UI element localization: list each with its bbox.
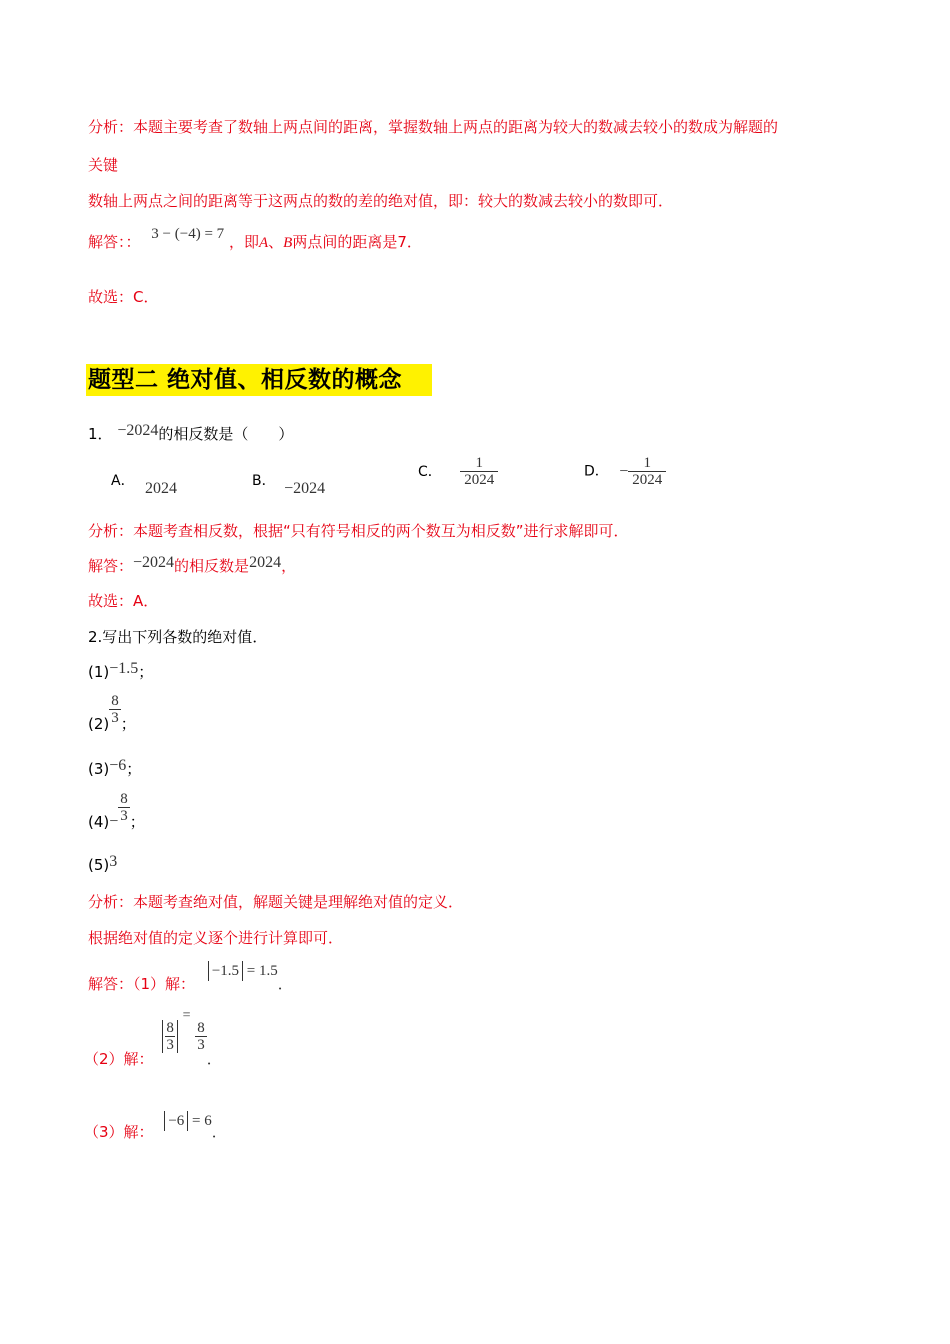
answer-text-1: ，即	[228, 233, 259, 251]
choice-line: 故选：C．	[88, 288, 159, 306]
option-c-fraction	[460, 455, 498, 488]
option-a-label: A．	[111, 473, 135, 489]
q2-item-1-end: ；	[138, 663, 154, 681]
q1-answer-m2: 2024	[249, 554, 282, 571]
sol2-dot: ．	[206, 1050, 222, 1068]
sol1-rhs: = 1.5	[246, 963, 278, 979]
sol2-rhs-numerator: 8	[197, 1020, 205, 1036]
option-d[interactable]	[584, 455, 666, 488]
sol2-abs	[162, 1020, 178, 1053]
section-title: 题型二 绝对值、相反数的概念	[88, 367, 403, 393]
q2-item-2-fraction	[109, 693, 121, 726]
option-d-denominator: 2024	[628, 471, 666, 488]
var-a: A	[258, 235, 269, 251]
answer-end: ．	[406, 233, 422, 251]
q2-item-5	[88, 855, 117, 876]
option-c-denominator: 2024	[460, 471, 498, 488]
q1-text: 的相反数是（ ）	[158, 425, 294, 443]
q2-item-4	[88, 793, 145, 839]
analysis-line-2: 数轴上两点之间的距离等于这两点的数的差的绝对值，即：较大的数减去较小的数即可．	[88, 192, 674, 210]
sol2-lhs-denominator: 3	[166, 1037, 174, 1053]
q2-item-4-fraction	[118, 791, 130, 824]
option-b-label: B．	[252, 473, 276, 489]
q1-analysis: 分析：本题考查相反数，根据“只有符号相反的两个数互为相反数”进行求解即可．	[88, 522, 629, 540]
option-a-value: 2024	[145, 480, 178, 497]
analysis-line-1b: 关键	[88, 156, 119, 174]
answer-line	[88, 226, 422, 253]
sol2-label: （2）解：	[84, 1050, 154, 1068]
answer-value: 7	[397, 233, 407, 251]
q2-item-1-label: (1)	[88, 663, 110, 681]
q2-item-2-denominator: 3	[111, 710, 119, 726]
sep: 、	[268, 233, 284, 251]
option-d-numerator: 1	[643, 455, 652, 471]
option-b-value: −2024	[284, 480, 326, 497]
sol3-rhs: = 6	[192, 1113, 212, 1129]
sol3-abs: −6	[164, 1111, 188, 1131]
sol3-math	[164, 1113, 211, 1129]
q2-item-5-value: 3	[109, 853, 118, 870]
q2-analysis-2: 根据绝对值的定义逐个进行计算即可．	[88, 929, 344, 947]
q2-item-5-label: (5)	[88, 856, 110, 874]
option-b[interactable]	[252, 472, 326, 497]
section-heading	[86, 364, 432, 396]
sol2-rhs-fraction	[195, 1020, 207, 1053]
q2-item-4-end: ；	[129, 813, 145, 831]
option-d-sign: −	[619, 462, 629, 480]
q2-item-4-sign: −	[109, 813, 119, 830]
q1-number: 1．	[88, 425, 113, 443]
q2-item-2-label: (2)	[88, 715, 110, 733]
q1-math: −2024	[117, 422, 159, 439]
q2-item-2-numerator: 8	[111, 693, 119, 709]
q2-item-4-numerator: 8	[120, 791, 128, 807]
sol1-abs: −1.5	[208, 961, 243, 981]
option-d-label: D．	[584, 463, 609, 480]
q2-analysis-1: 分析：本题考查绝对值，解题关键是理解绝对值的定义．	[88, 893, 464, 911]
option-c-label: C．	[418, 463, 442, 480]
q2-item-3-value: −6	[109, 757, 127, 774]
q2-solution-3	[84, 1113, 227, 1143]
answer-label: 解答：：	[88, 233, 141, 251]
option-a[interactable]	[111, 472, 178, 497]
question-1	[88, 424, 293, 445]
q2-item-2-end: ；	[120, 715, 136, 733]
sol3-dot: ．	[211, 1123, 227, 1141]
q2-item-4-label: (4)	[88, 813, 110, 831]
answer-math: 3 − (−4) = 7	[151, 226, 225, 242]
sol3-label: （3）解：	[84, 1123, 154, 1141]
analysis-line-1: 分析：本题主要考查了数轴上两点间的距离，掌握数轴上两点的距离为较大的数减去较小的数成为解题的	[88, 118, 779, 136]
sol2-eq: =	[182, 1008, 191, 1023]
sol1-dot: ．	[277, 975, 293, 993]
q2-title: 2.写出下列各数的绝对值．	[88, 628, 268, 646]
q2-item-2	[88, 695, 136, 741]
q2-item-3	[88, 759, 141, 780]
q1-answer	[88, 556, 296, 577]
sol1-math	[208, 963, 278, 979]
answer-text-2: 两点间的距离是	[292, 233, 398, 251]
q2-solution-1	[88, 963, 293, 995]
sol2-lhs-fraction	[165, 1020, 175, 1053]
option-d-fraction	[628, 455, 666, 488]
q2-item-3-label: (3)	[88, 760, 110, 778]
q1-answer-mid: 的相反数是	[174, 557, 250, 575]
q1-answer-label: 解答：	[88, 557, 134, 575]
q2-item-3-end: ；	[126, 760, 142, 778]
q1-choice: 故选：A．	[88, 592, 159, 610]
sol2-rhs-denominator: 3	[197, 1037, 205, 1053]
sol1-label: 解答：（1）解：	[88, 975, 196, 993]
q1-answer-end: ，	[281, 557, 297, 575]
var-b: B	[283, 235, 293, 251]
q2-item-1	[88, 662, 153, 683]
q1-answer-m1: −2024	[133, 554, 175, 571]
sol2-lhs-numerator: 8	[166, 1020, 174, 1036]
q2-item-4-denominator: 3	[120, 808, 128, 824]
q2-item-1-value: −1.5	[109, 660, 139, 677]
option-c[interactable]	[418, 455, 498, 488]
option-c-numerator: 1	[475, 455, 483, 471]
q2-solution-2	[84, 1008, 222, 1070]
